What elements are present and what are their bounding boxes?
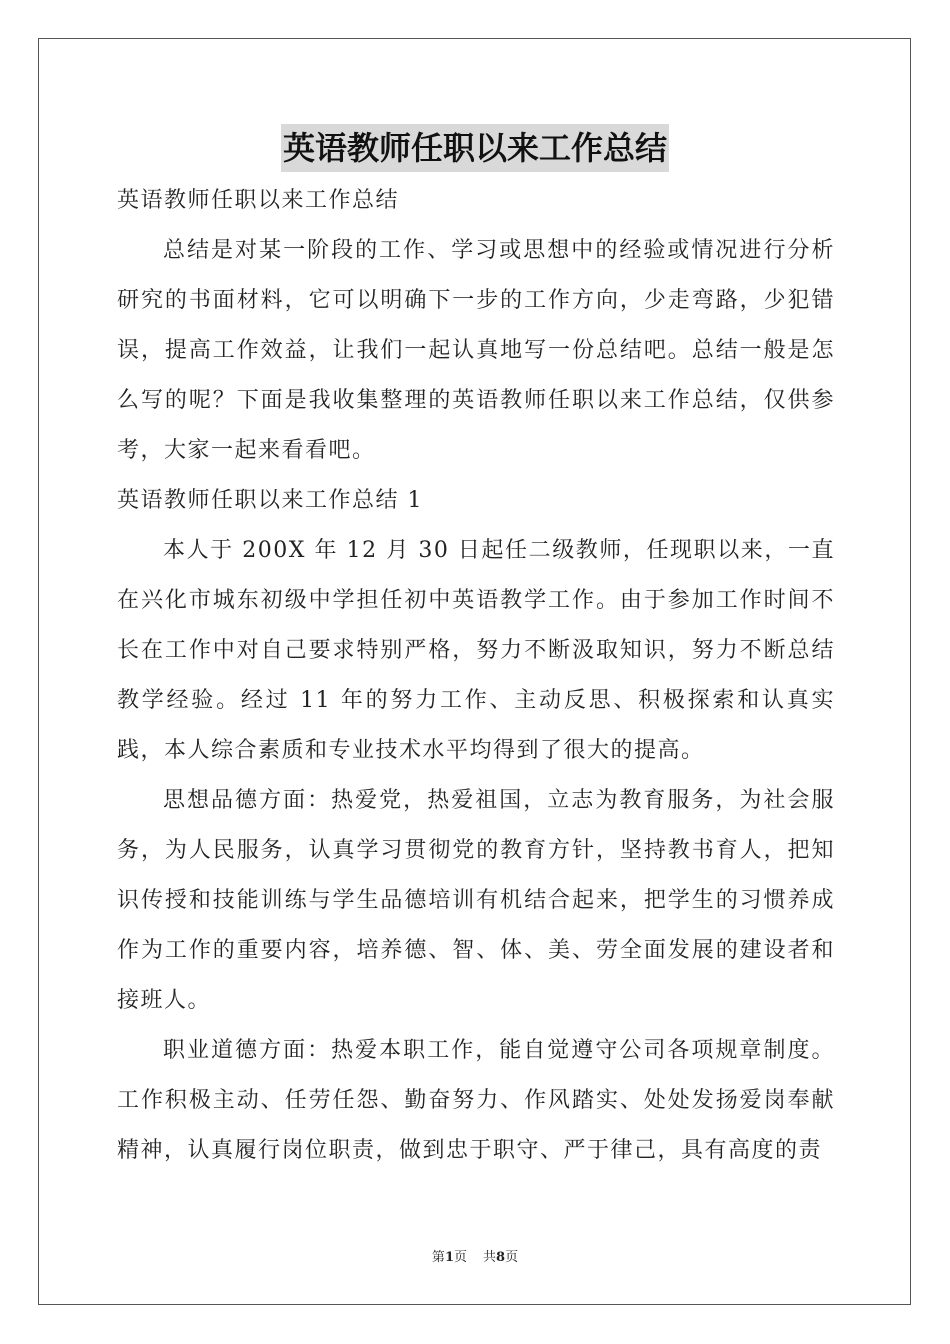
total-prefix: 共 — [483, 1250, 497, 1265]
page-number: 1 — [444, 1250, 454, 1265]
paragraph: 英语教师任职以来工作总结 — [117, 188, 400, 213]
total-suffix: 页 — [505, 1250, 519, 1265]
paragraph: 思想品德方面：热爱党，热爱祖国，立志为教育服务，为社会服务，为人民服务，认真学习贯彻党的教育方针，坚持教书育人，把知识传授和技能训练与学生品德培训有机结合起来，把学生的习惯养成作为工作的重要内容，培养德、智、体、美、劳全面发展的建设者和接班人。 — [117, 788, 835, 1013]
total-pages: 8 — [496, 1250, 506, 1265]
page-prefix: 第 — [431, 1250, 445, 1265]
document-title: 英语教师任职以来工作总结 — [281, 124, 669, 172]
page-footer — [0, 1246, 950, 1265]
title-wrap — [0, 124, 950, 172]
paragraph: 本人于 200X 年 12 月 30 日起任二级教师，任现职以来，一直在兴化市城东初级中学担任初中英语教学工作。由于参加工作时间不长在工作中对自己要求特别严格，努力不断汲取知识，努力不断总结教学经验。经过 11 年的努力工作、主动反思、积极探索和认真实践，本人综合素质和专业技术水平均得到了很大的提高。 — [117, 538, 835, 763]
page-suffix: 页 — [453, 1250, 467, 1265]
paragraph: 职业道德方面：热爱本职工作，能自觉遵守公司各项规章制度。工作积极主动、任劳任怨、勤奋努力、作风踏实、处处发扬爱岗奉献精神，认真履行岗位职责，做到忠于职守、严于律己，具有高度的责 — [117, 1038, 835, 1163]
document-body — [117, 176, 835, 1176]
paragraph: 总结是对某一阶段的工作、学习或思想中的经验或情况进行分析研究的书面材料，它可以明确下一步的工作方向，少走弯路，少犯错误，提高工作效益，让我们一起认真地写一份总结吧。总结一般是怎么写的呢？下面是我收集整理的英语教师任职以来工作总结，仅供参考，大家一起来看看吧。 — [117, 238, 835, 463]
paragraph: 英语教师任职以来工作总结 1 — [117, 488, 423, 513]
